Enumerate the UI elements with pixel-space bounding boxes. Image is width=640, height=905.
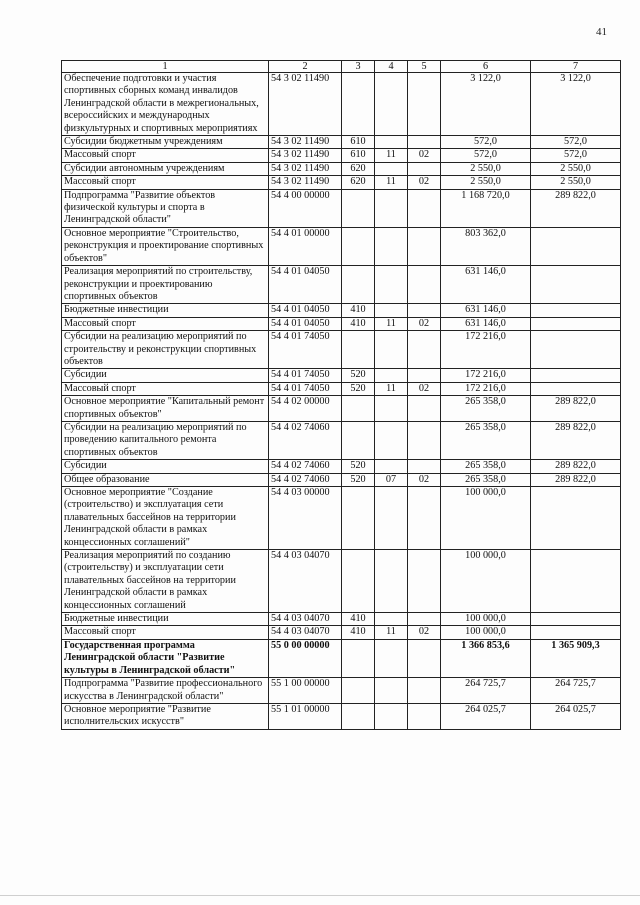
row-pr-code: 02 (408, 176, 441, 189)
row-sum-year-1: 2 550,0 (441, 176, 531, 189)
row-sum-year-2 (531, 382, 621, 395)
row-csr-code: 54 4 02 74060 (269, 473, 342, 486)
table-row (62, 639, 621, 677)
table-row (62, 460, 621, 473)
row-pr-code (408, 189, 441, 227)
row-name: Субсидии бюджетным учреждениям (62, 136, 269, 149)
row-pr-code (408, 266, 441, 304)
table-row (62, 227, 621, 265)
table-row (62, 331, 621, 369)
row-vr-code (342, 487, 375, 550)
table-row (62, 382, 621, 395)
row-pr-code: 02 (408, 149, 441, 162)
row-rz-code (375, 550, 408, 613)
row-name: Субсидии на реализацию мероприятий по строительству и реконструкции спортивных объектов (62, 331, 269, 369)
row-rz-code (375, 331, 408, 369)
row-rz-code (375, 227, 408, 265)
row-vr-code (342, 73, 375, 136)
row-pr-code (408, 550, 441, 613)
row-sum-year-1: 264 725,7 (441, 678, 531, 704)
row-rz-code (375, 487, 408, 550)
row-rz-code (375, 613, 408, 626)
row-sum-year-2: 289 822,0 (531, 396, 621, 422)
column-header: 1 (62, 61, 269, 73)
row-vr-code: 520 (342, 473, 375, 486)
row-vr-code: 520 (342, 460, 375, 473)
row-csr-code: 54 4 03 04070 (269, 613, 342, 626)
row-name: Массовый спорт (62, 626, 269, 639)
row-sum-year-2: 264 025,7 (531, 703, 621, 729)
row-csr-code: 54 4 02 00000 (269, 396, 342, 422)
row-sum-year-2 (531, 331, 621, 369)
row-sum-year-1: 631 146,0 (441, 317, 531, 330)
row-csr-code: 54 4 02 74060 (269, 421, 342, 459)
row-sum-year-2: 264 725,7 (531, 678, 621, 704)
table-body (62, 73, 621, 730)
row-vr-code (342, 703, 375, 729)
row-rz-code (375, 73, 408, 136)
table-row (62, 613, 621, 626)
row-csr-code: 54 4 01 04050 (269, 266, 342, 304)
row-pr-code (408, 162, 441, 175)
row-csr-code: 54 4 01 74050 (269, 331, 342, 369)
row-sum-year-2: 289 822,0 (531, 473, 621, 486)
table-row (62, 421, 621, 459)
row-sum-year-2 (531, 227, 621, 265)
row-vr-code (342, 331, 375, 369)
page-number: 41 (596, 26, 607, 38)
table-row (62, 678, 621, 704)
table-row (62, 487, 621, 550)
row-csr-code: 54 4 01 00000 (269, 227, 342, 265)
row-csr-code: 54 3 02 11490 (269, 73, 342, 136)
row-name: Бюджетные инвестиции (62, 613, 269, 626)
row-name: Основное мероприятие "Капитальный ремонт спортивных объектов" (62, 396, 269, 422)
row-vr-code (342, 227, 375, 265)
row-name: Общее образование (62, 473, 269, 486)
row-sum-year-1: 172 216,0 (441, 382, 531, 395)
column-header: 5 (408, 61, 441, 73)
row-pr-code (408, 331, 441, 369)
row-pr-code: 02 (408, 473, 441, 486)
row-pr-code (408, 421, 441, 459)
row-csr-code: 54 3 02 11490 (269, 162, 342, 175)
row-name: Субсидии (62, 369, 269, 382)
row-vr-code: 410 (342, 304, 375, 317)
row-sum-year-1: 2 550,0 (441, 162, 531, 175)
row-sum-year-1: 631 146,0 (441, 266, 531, 304)
row-name: Основное мероприятие "Создание (строительство) и эксплуатация сети плавательных бассейнов на территории Ленинградской области в рамках концессионных соглашений" (62, 487, 269, 550)
column-number-row (62, 61, 621, 73)
row-name: Массовый спорт (62, 382, 269, 395)
row-name: Основное мероприятие "Развитие исполнительских искусств" (62, 703, 269, 729)
row-rz-code: 11 (375, 317, 408, 330)
row-pr-code (408, 396, 441, 422)
row-sum-year-2 (531, 613, 621, 626)
row-csr-code: 54 4 03 04070 (269, 550, 342, 613)
row-vr-code: 620 (342, 162, 375, 175)
row-rz-code (375, 678, 408, 704)
row-csr-code: 54 4 01 04050 (269, 317, 342, 330)
column-header: 6 (441, 61, 531, 73)
row-csr-code: 54 4 03 04070 (269, 626, 342, 639)
row-rz-code: 11 (375, 382, 408, 395)
column-header: 7 (531, 61, 621, 73)
table-row (62, 149, 621, 162)
table-row (62, 703, 621, 729)
row-csr-code: 54 3 02 11490 (269, 176, 342, 189)
row-rz-code (375, 460, 408, 473)
table-row (62, 73, 621, 136)
row-name: Обеспечение подготовки и участия спортивных сборных команд инвалидов Ленинградской области в межрегиональных, всероссийских и международных физкультурных и спортивных мероприятиях (62, 73, 269, 136)
row-vr-code: 410 (342, 613, 375, 626)
row-sum-year-2: 289 822,0 (531, 421, 621, 459)
row-sum-year-1: 172 216,0 (441, 331, 531, 369)
row-sum-year-2 (531, 266, 621, 304)
row-sum-year-2: 2 550,0 (531, 162, 621, 175)
column-header: 4 (375, 61, 408, 73)
row-rz-code (375, 304, 408, 317)
row-sum-year-1: 265 358,0 (441, 396, 531, 422)
row-name: Бюджетные инвестиции (62, 304, 269, 317)
row-csr-code: 55 1 00 00000 (269, 678, 342, 704)
row-name: Массовый спорт (62, 176, 269, 189)
page-bottom-edge (0, 895, 640, 896)
row-sum-year-2 (531, 317, 621, 330)
row-rz-code: 11 (375, 176, 408, 189)
row-vr-code: 620 (342, 176, 375, 189)
row-rz-code (375, 136, 408, 149)
row-sum-year-1: 100 000,0 (441, 550, 531, 613)
row-sum-year-2 (531, 487, 621, 550)
row-name: Реализация мероприятий по созданию (строительству) и эксплуатации сети плавательных бассейнов на территории Ленинградской области в рамках концессионных соглашений (62, 550, 269, 613)
row-pr-code (408, 304, 441, 317)
row-sum-year-1: 1 168 720,0 (441, 189, 531, 227)
column-header: 3 (342, 61, 375, 73)
row-rz-code: 07 (375, 473, 408, 486)
row-name: Государственная программа Ленинградской области "Развитие культуры в Ленинградской области" (62, 639, 269, 677)
row-sum-year-2: 572,0 (531, 136, 621, 149)
row-vr-code (342, 396, 375, 422)
row-pr-code (408, 369, 441, 382)
row-csr-code: 54 4 03 00000 (269, 487, 342, 550)
row-sum-year-1: 264 025,7 (441, 703, 531, 729)
row-rz-code: 11 (375, 149, 408, 162)
row-csr-code: 54 3 02 11490 (269, 136, 342, 149)
row-name: Подпрограмма "Развитие профессионального искусства в Ленинградской области" (62, 678, 269, 704)
row-sum-year-2: 1 365 909,3 (531, 639, 621, 677)
row-pr-code (408, 703, 441, 729)
row-rz-code (375, 421, 408, 459)
row-sum-year-2 (531, 304, 621, 317)
row-vr-code (342, 550, 375, 613)
row-csr-code: 55 0 00 00000 (269, 639, 342, 677)
row-sum-year-1: 100 000,0 (441, 613, 531, 626)
row-csr-code: 54 4 02 74060 (269, 460, 342, 473)
row-sum-year-1: 572,0 (441, 149, 531, 162)
row-vr-code (342, 678, 375, 704)
table-row (62, 369, 621, 382)
row-sum-year-2 (531, 369, 621, 382)
row-pr-code (408, 613, 441, 626)
budget-table (61, 60, 621, 730)
row-pr-code (408, 487, 441, 550)
row-name: Массовый спорт (62, 149, 269, 162)
row-sum-year-2: 2 550,0 (531, 176, 621, 189)
row-rz-code (375, 189, 408, 227)
row-vr-code: 520 (342, 369, 375, 382)
row-pr-code: 02 (408, 317, 441, 330)
row-sum-year-1: 3 122,0 (441, 73, 531, 136)
row-csr-code: 54 4 00 00000 (269, 189, 342, 227)
row-pr-code (408, 227, 441, 265)
row-sum-year-1: 1 366 853,6 (441, 639, 531, 677)
row-sum-year-1: 572,0 (441, 136, 531, 149)
row-sum-year-1: 803 362,0 (441, 227, 531, 265)
table-row (62, 317, 621, 330)
row-vr-code (342, 266, 375, 304)
row-vr-code: 410 (342, 626, 375, 639)
row-csr-code: 54 4 01 04050 (269, 304, 342, 317)
row-csr-code: 55 1 01 00000 (269, 703, 342, 729)
row-sum-year-2 (531, 626, 621, 639)
row-name: Реализация мероприятий по строительству, реконструкции и проектированию спортивных объектов (62, 266, 269, 304)
row-sum-year-1: 265 358,0 (441, 473, 531, 486)
row-rz-code (375, 396, 408, 422)
column-header: 2 (269, 61, 342, 73)
table-row (62, 189, 621, 227)
table-row (62, 626, 621, 639)
row-rz-code (375, 162, 408, 175)
row-name: Подпрограмма "Развитие объектов физической культуры и спорта в Ленинградской области" (62, 189, 269, 227)
row-rz-code (375, 703, 408, 729)
row-sum-year-1: 265 358,0 (441, 460, 531, 473)
row-sum-year-2: 572,0 (531, 149, 621, 162)
row-pr-code (408, 639, 441, 677)
row-name: Субсидии на реализацию мероприятий по проведению капитального ремонта спортивных объектов (62, 421, 269, 459)
row-name: Субсидии автономным учреждениям (62, 162, 269, 175)
row-csr-code: 54 3 02 11490 (269, 149, 342, 162)
table-row (62, 162, 621, 175)
row-rz-code (375, 266, 408, 304)
row-csr-code: 54 4 01 74050 (269, 382, 342, 395)
row-pr-code: 02 (408, 382, 441, 395)
row-vr-code (342, 421, 375, 459)
row-name: Субсидии (62, 460, 269, 473)
row-sum-year-1: 100 000,0 (441, 626, 531, 639)
table-row (62, 473, 621, 486)
row-pr-code (408, 136, 441, 149)
row-rz-code: 11 (375, 626, 408, 639)
row-sum-year-2: 289 822,0 (531, 460, 621, 473)
row-vr-code: 610 (342, 136, 375, 149)
row-name: Основное мероприятие "Строительство, реконструкция и проектирование спортивных объектов" (62, 227, 269, 265)
table-row (62, 176, 621, 189)
row-rz-code (375, 639, 408, 677)
table-row (62, 304, 621, 317)
row-vr-code (342, 639, 375, 677)
row-sum-year-2: 289 822,0 (531, 189, 621, 227)
table-row (62, 550, 621, 613)
row-pr-code (408, 73, 441, 136)
row-sum-year-1: 631 146,0 (441, 304, 531, 317)
row-rz-code (375, 369, 408, 382)
row-vr-code (342, 189, 375, 227)
table-row (62, 136, 621, 149)
row-sum-year-1: 172 216,0 (441, 369, 531, 382)
row-sum-year-1: 265 358,0 (441, 421, 531, 459)
row-csr-code: 54 4 01 74050 (269, 369, 342, 382)
row-sum-year-2: 3 122,0 (531, 73, 621, 136)
row-pr-code (408, 678, 441, 704)
row-name: Массовый спорт (62, 317, 269, 330)
row-sum-year-2 (531, 550, 621, 613)
row-vr-code: 610 (342, 149, 375, 162)
table-row (62, 396, 621, 422)
row-vr-code: 410 (342, 317, 375, 330)
row-vr-code: 520 (342, 382, 375, 395)
row-pr-code: 02 (408, 626, 441, 639)
row-pr-code (408, 460, 441, 473)
row-sum-year-1: 100 000,0 (441, 487, 531, 550)
table-row (62, 266, 621, 304)
